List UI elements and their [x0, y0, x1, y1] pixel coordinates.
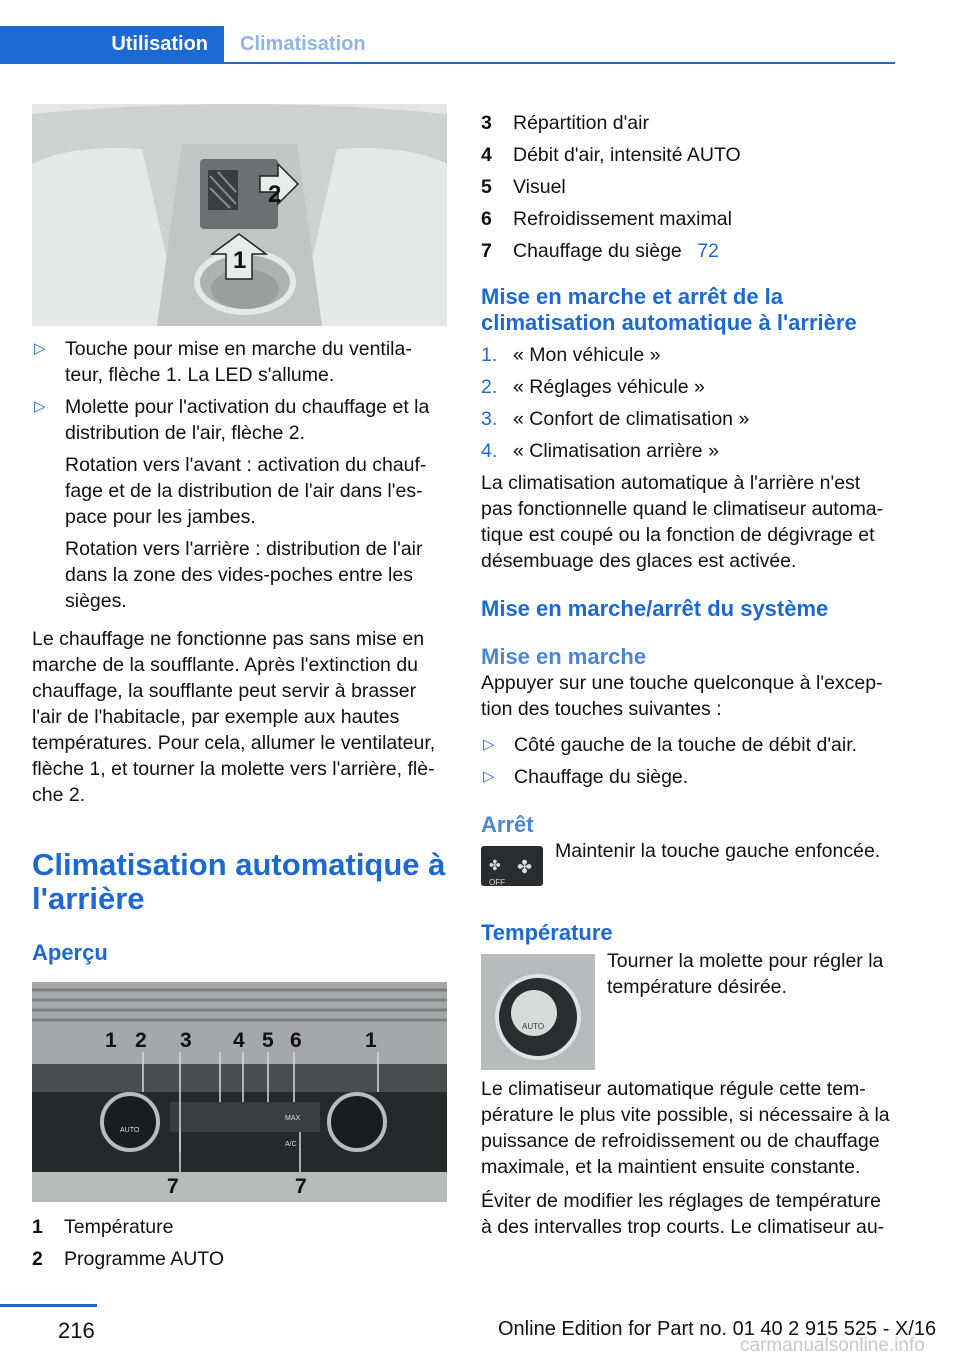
item-number: 7	[481, 240, 492, 262]
step-text: « Climatisation arrière »	[513, 440, 719, 462]
page-reference-link[interactable]: 72	[697, 240, 719, 262]
step-text: « Mon véhicule »	[513, 344, 661, 366]
bullet-text: Molette pour l'activation du chauffage et la distribution de l'air, flèche 2.	[65, 396, 430, 444]
panel-label: 7	[295, 1175, 307, 1198]
item-text: Température	[64, 1216, 174, 1238]
console-illustration	[32, 104, 447, 326]
panel-auto-text: AUTO	[120, 1127, 140, 1134]
panel-label: 5	[262, 1029, 274, 1052]
step-item	[481, 374, 895, 400]
list-item	[481, 206, 895, 232]
panel-max-text: MAX A/C	[285, 1115, 301, 1148]
section-heading: Température	[481, 920, 613, 945]
item-text: Programme AUTO	[64, 1248, 225, 1270]
item-text: Débit d'air, intensité AUTO	[513, 144, 741, 166]
watermark: carmanualsonline.info	[740, 1335, 925, 1356]
subsection-heading: Arrêt	[481, 812, 534, 837]
step-number: 4.	[481, 440, 498, 462]
bullet-subtext: Rotation vers l'arrière : distribution de l'air dans la zone des vides-poches entre les sièges.	[65, 538, 423, 612]
paragraph-switch-on: Appuyer sur une touche quelconque à l'excep‐tion des touches suivantes :	[481, 672, 883, 720]
header-tabs	[0, 26, 895, 64]
paragraph-not-functional: La climatisation automatique à l'arrière n'est pas fonctionnelle quand le climatiseur automa‐tique est coupé ou la fonction de dégivrage et désembuage des glaces est activée.	[481, 472, 884, 572]
bullet-ventilation-button	[32, 336, 448, 388]
panel-label: 4	[233, 1029, 245, 1052]
item-text: Répartition d'air	[513, 112, 649, 134]
step-item	[481, 438, 895, 464]
item-number: 5	[481, 176, 492, 198]
subsection-heading: Mise en marche	[481, 644, 647, 669]
console-figure-top	[32, 104, 447, 326]
tab-climatisation[interactable]: Climatisation	[240, 33, 366, 55]
item-number: 3	[481, 112, 492, 134]
paragraph-heating: Le chauffage ne fonctionne pas sans mise en marche de la soufflante. Après l'extinction du chauffage, la soufflante peut servir à brasser l'air de l'habitacle, par exemple aux hautes températures. Pour cela, allumer le ventilateur, flèche 1, et tourner la molette vers l'arrière, flè‐che 2.	[32, 628, 436, 806]
section-heading: Climatisation automatique à l'arrière	[32, 847, 446, 916]
bullet-subtext: Rotation vers l'avant : activation du chauf‐fage et de la distribution de l'air dans l'es‐pace pour les jambes.	[65, 454, 427, 528]
right-column	[481, 110, 895, 1240]
step-number: 3.	[481, 408, 498, 430]
panel-label: 3	[180, 1029, 192, 1052]
temperature-text: Tourner la molette pour régler la température désirée.	[607, 950, 884, 998]
bullet-text: Chauffage du siège.	[514, 766, 689, 788]
off-icon-label: OFF	[489, 878, 505, 887]
item-text: Chauffage du siège	[513, 240, 682, 262]
panel-label: 1	[365, 1029, 377, 1052]
paragraph-regulation: Le climatiseur automatique régule cette tem‐pérature le plus vite possible, si nécessaire à la puissance de refroidissement ou de chauffage maximale, et la maintient ensuite constante.	[481, 1078, 890, 1178]
off-instruction	[481, 840, 895, 894]
subsection-heading: Aperçu	[32, 940, 108, 965]
item-number: 4	[481, 144, 492, 166]
paragraph-avoid-changes: Éviter de modifier les réglages de température à des intervalles trop courts. Le climatiseur au‐	[481, 1190, 885, 1238]
bullet-text: Touche pour mise en marche du ventila‐teur, flèche 1. La LED s'allume.	[65, 338, 412, 386]
section-heading: Mise en marche/arrêt du système	[481, 596, 829, 621]
page-number: 216	[58, 1318, 95, 1343]
bullet-item	[481, 732, 895, 758]
item-number: 1	[32, 1216, 43, 1238]
item-text: Refroidissement maximal	[513, 208, 732, 230]
temperature-knob-icon	[481, 954, 595, 1070]
list-item	[481, 174, 895, 200]
section-heading: Mise en marche et arrêt de la climatisation automatique à l'arrière	[481, 284, 857, 335]
step-number: 2.	[481, 376, 498, 398]
list-item	[32, 1214, 448, 1240]
panel-label: 6	[290, 1029, 302, 1052]
figure-label-1: 1	[233, 247, 247, 274]
triangle-bullet-icon: ▷	[34, 398, 46, 415]
temperature-instruction	[481, 950, 895, 1076]
control-panel-illustration	[32, 982, 447, 1202]
triangle-bullet-icon: ▷	[34, 340, 46, 357]
footer-rule	[0, 1304, 97, 1307]
fan-small-icon: ✤	[489, 857, 501, 873]
step-number: 1.	[481, 344, 498, 366]
step-item	[481, 342, 895, 368]
list-item	[32, 1246, 448, 1272]
step-text: « Confort de climatisation »	[513, 408, 750, 430]
list-item	[481, 110, 895, 136]
off-text: Maintenir la touche gauche enfoncée.	[555, 840, 881, 862]
panel-label: 2	[135, 1029, 147, 1052]
fan-icon: ✤	[517, 857, 533, 877]
off-button-icon	[481, 846, 543, 886]
triangle-bullet-icon: ▷	[483, 768, 495, 785]
step-item	[481, 406, 895, 432]
step-text: « Réglages véhicule »	[513, 376, 705, 398]
bullet-heating-wheel	[32, 394, 448, 446]
edition-note: Online Edition for Part no. 01 40 2 915 525 - X/16	[498, 1318, 937, 1340]
figure-label-2: 2	[268, 181, 282, 208]
bullet-text: Côté gauche de la touche de débit d'air.	[514, 734, 858, 756]
list-item	[481, 238, 895, 264]
item-number: 2	[32, 1248, 43, 1270]
bullet-item	[481, 764, 895, 790]
panel-label: 1	[105, 1029, 117, 1052]
temperature-knob-label: AUTO	[522, 1022, 545, 1031]
tab-utilisation[interactable]: Utilisation	[0, 26, 224, 62]
left-column	[32, 104, 448, 1278]
item-text: Visuel	[513, 176, 566, 198]
panel-label: 7	[167, 1175, 179, 1198]
list-item	[481, 142, 895, 168]
triangle-bullet-icon: ▷	[483, 736, 495, 753]
control-panel-figure	[32, 982, 447, 1202]
item-number: 6	[481, 208, 492, 230]
